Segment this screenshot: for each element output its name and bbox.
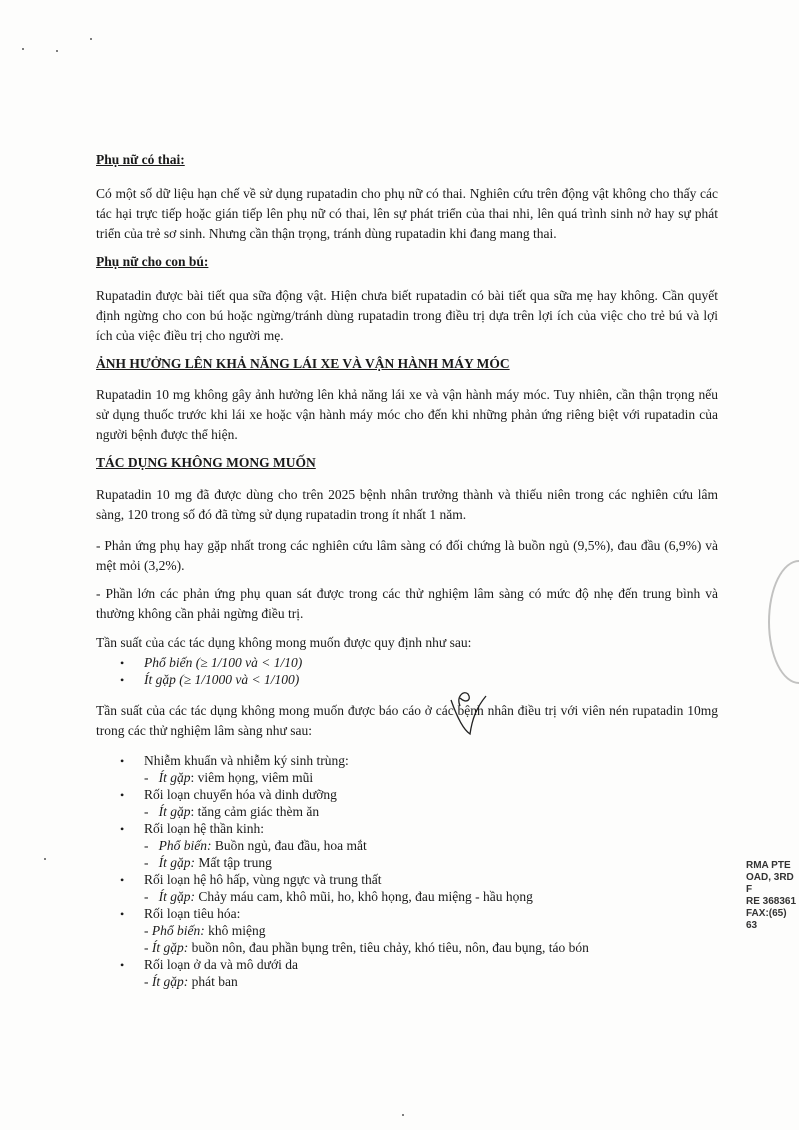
trial-intro: Tần suất của các tác dụng không mong muốn được báo cáo ở các bệnh nhân điều trị với viên nén rupatadin 10mg trong các thử nghiệm lâm sàng như sau: xyxy=(96,703,718,738)
system-item: - Ít gặp: Mất tập trung xyxy=(144,855,272,870)
pregnant-heading: Phụ nữ có thai: xyxy=(96,152,185,167)
adverse-intro: Rupatadin 10 mg đã được dùng cho trên 2025 bệnh nhân trưởng thành và thiếu niên trong các nghiên cứu lâm sàng, 120 trong số đó đã từng sử dụng rupatadin trong ít nhất 1 năm. xyxy=(96,487,718,522)
scan-speck xyxy=(56,50,58,52)
freq-common: Phổ biến (≥ 1/100 và < 1/10) xyxy=(144,655,303,670)
system-metabolism: Rối loạn chuyển hóa và dinh dưỡng xyxy=(144,787,337,802)
signature-icon xyxy=(446,690,496,740)
bullet-icon: • xyxy=(120,656,125,670)
system-respiratory: Rối loạn hệ hô hấp, vùng ngực và trung thất xyxy=(144,872,382,887)
system-digestive: Rối loạn tiêu hóa: xyxy=(144,906,241,921)
system-skin: Rối loạn ở da và mô dưới da xyxy=(144,957,298,972)
pregnant-body: Có một số dữ liệu hạn chế về sử dụng rupatadin cho phụ nữ có thai. Nghiên cứu trên động vật không cho thấy các tác hại trực tiếp hoặc gián tiếp lên phụ nữ có thai, lên sự phát triển của thai nhi, lên quá trình sinh nở hay sự phát triển của trẻ sơ sinh. Nhưng cần thận trọng, tránh dùng rupatadin khi đang mang thai. xyxy=(96,186,718,241)
driving-heading: ẢNH HƯỞNG LÊN KHẢ NĂNG LÁI XE VÀ VẬN HÀNH MÁY MÓC xyxy=(96,356,510,371)
bullet-icon: • xyxy=(120,822,125,836)
driving-body: Rupatadin 10 mg không gây ảnh hưởng lên khả năng lái xe và vận hành máy móc. Tuy nhiên, cần thận trọng nếu sử dụng thuốc trước khi lái xe hoặc vận hành máy móc cho đến khi những phản ứng riêng biệt với rupatadin của người bệnh được thể hiện. xyxy=(96,387,718,442)
system-nervous: Rối loạn hệ thần kinh: xyxy=(144,821,264,836)
stamp-line: FAX:(65) 63 xyxy=(746,908,787,931)
adverse-common: - Phản ứng phụ hay gặp nhất trong các nghiên cứu lâm sàng có đối chứng là buồn ngủ (9,5%), đau đầu (6,9%) và mệt mỏi (3,2%). xyxy=(96,538,718,573)
company-stamp xyxy=(746,860,799,932)
bullet-icon: • xyxy=(120,907,125,921)
system-item: - Ít gặp: phát ban xyxy=(144,974,238,989)
system-item: - Ít gặp: tăng cảm giác thèm ăn xyxy=(144,804,320,819)
bullet-icon: • xyxy=(120,788,125,802)
stamp-line: RMA PTE xyxy=(746,860,791,871)
scan-speck xyxy=(44,858,46,860)
bullet-icon: • xyxy=(120,673,125,687)
bullet-icon: • xyxy=(120,754,125,768)
system-item: - Ít gặp: buồn nôn, đau phần bụng trên, tiêu chảy, khó tiêu, nôn, đau bụng, táo bón xyxy=(144,940,589,955)
bullet-icon: • xyxy=(120,958,125,972)
system-item: - Phổ biến: khô miệng xyxy=(144,923,266,938)
scan-speck xyxy=(402,1114,404,1116)
freq-intro: Tần suất của các tác dụng không mong muốn được quy định như sau: xyxy=(96,635,472,650)
system-item: - Phổ biến: Buồn ngủ, đau đầu, hoa mắt xyxy=(144,838,367,853)
seal-icon xyxy=(768,560,799,684)
bullet-icon: • xyxy=(120,873,125,887)
adverse-mild: - Phần lớn các phản ứng phụ quan sát được trong các thử nghiệm lâm sàng có mức độ nhẹ đến trung bình và thường không cần phải ngừng điều trị. xyxy=(96,586,718,621)
freq-uncommon: Ít gặp (≥ 1/1000 và < 1/100) xyxy=(144,672,300,687)
adverse-heading: TÁC DỤNG KHÔNG MONG MUỐN xyxy=(96,455,316,470)
stamp-line: RE 368361 xyxy=(746,896,797,907)
scan-speck xyxy=(22,48,24,50)
scan-speck xyxy=(90,38,92,40)
system-item: - Ít gặp: Chảy máu cam, khô mũi, ho, khô họng, đau miệng - hầu họng xyxy=(144,889,533,904)
system-infection: Nhiễm khuẩn và nhiễm ký sinh trùng: xyxy=(144,753,349,768)
breastfeeding-body: Rupatadin được bài tiết qua sữa động vật. Hiện chưa biết rupatadin có bài tiết qua sữa mẹ hay không. Cần quyết định ngừng cho con bú hoặc ngừng/tránh dùng rupatadin trong điều trị dựa trên lợi ích của việc cho trẻ bú và lợi ích của việc điều trị cho người mẹ. xyxy=(96,288,718,343)
breastfeeding-heading: Phụ nữ cho con bú: xyxy=(96,254,209,269)
system-item: - Ít gặp: viêm họng, viêm mũi xyxy=(144,770,314,785)
stamp-line: OAD, 3RD F xyxy=(746,872,794,895)
